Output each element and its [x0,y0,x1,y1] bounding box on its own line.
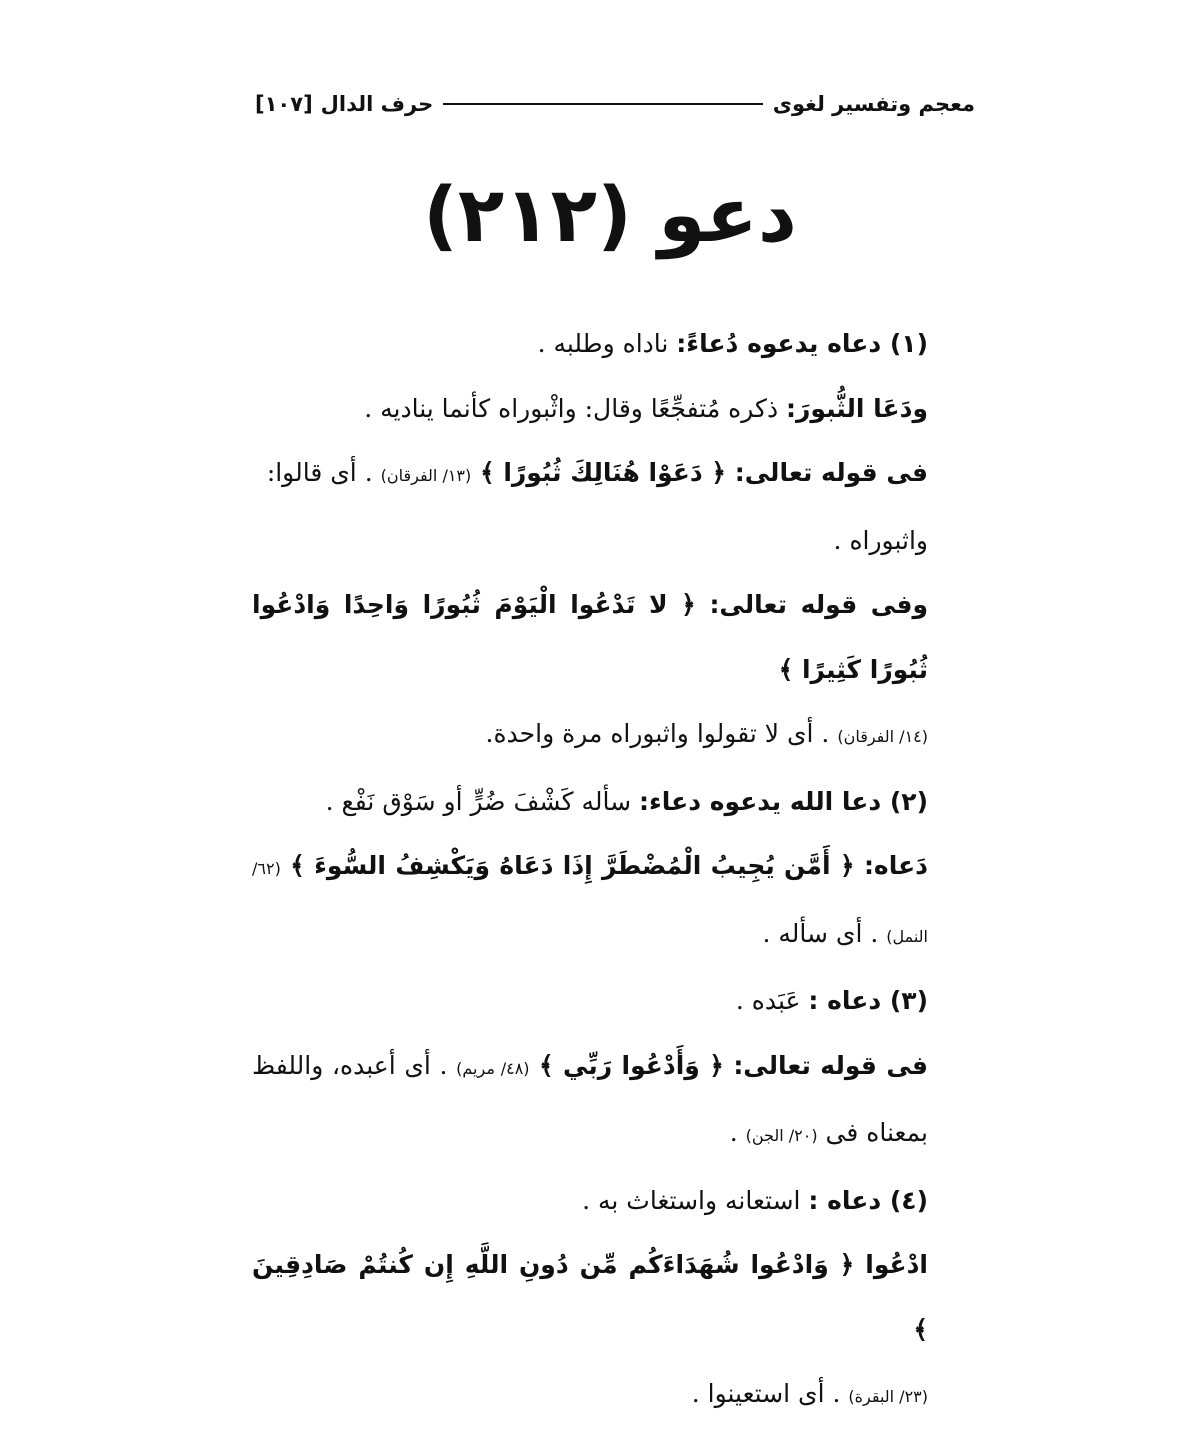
definition-3-text: عَبَده . [735,986,809,1015]
quran-verse: ﴿ لا تَدْعُوا الْيَوْمَ ثُبُورًا وَاحِدًا وَادْعُوا ثُبُورًا كَثِيرًا ﴾ [252,590,928,684]
quote-maryam-48 [252,1034,928,1169]
quran-verse: ﴿ أَمَّن يُجِيبُ الْمُضْطَرَّ إِذَا دَعَاهُ وَيَكْشِفُ السُّوءَ ﴾ [280,851,864,880]
quote-furqan-14 [252,573,928,770]
verse-reference: (١٤/ الفرقان) [837,727,928,746]
quote-maryam-48-text: . أى أعبده، واللفظ بمعناه فى [252,1050,928,1147]
definition-1b [252,377,928,442]
quote-naml-62-head: دَعاه: [863,851,928,880]
page-number: [١٠٧] [255,92,313,116]
verse-reference: (١٣/ الفرقان) [380,466,472,485]
definition-3 [252,969,928,1034]
quote-furqan-13-text: . أى قالوا: واثبوراه . [266,458,928,555]
definition-2-head: (٢) دعا الله يدعوه دعاء: [639,786,928,816]
quote-maryam-48-head: فى قوله تعالى: [733,1050,928,1080]
quote-furqan-13 [252,441,928,573]
definition-3-head: (٣) دعاه : [808,986,928,1015]
definition-4 [252,1169,928,1234]
quote-furqan-14-text: . أى لا تقولوا واثبوراه مرة واحدة. [485,719,838,748]
definition-4-text: استعانه واستغاث به . [582,1185,809,1215]
definition-1-text: ناداه وطلبه . [537,329,677,358]
verse-reference-2: (٢٠/ الجن) [745,1126,818,1145]
book-title: معجم وتفسير لغوى [772,92,975,116]
section-name: حرف الدال [320,92,434,116]
definition-1b-text: ذكره مُتفجِّعًا وقال: واثْبوراه كأنما يناديه . [364,393,787,423]
entry-title: دعو (٢١٢) [423,170,797,259]
quote-baqara-23 [252,1233,928,1430]
definition-1b-head: ودَعَا الثُّبورَ: [786,393,928,423]
quran-verse: ﴿ وَأَدْعُوا رَبِّي ﴾ [529,1050,734,1080]
quote-naml-62 [252,834,928,969]
header-section-group [255,92,433,116]
page-header [255,86,975,122]
definition-1-head: (١) دعاه يدعوه دُعاءً: [676,329,928,358]
quote-baqara-23-text: . أى استعينوا . [691,1379,849,1408]
definition-4-head: (٤) دعاه : [808,1185,928,1215]
quran-verse: ﴿ وَادْعُوا شُهَدَاءَكُم مِّن دُونِ اللَّهِ إِن كُنتُمْ صَادِقِينَ ﴾ [252,1250,928,1344]
definition-2 [252,770,928,835]
definition-1 [252,312,928,377]
definition-2-text: سأله كَشْفَ ضُرٍّ أو سَوْق نَفْع . [325,786,640,816]
entry-content [252,312,928,1430]
quote-furqan-14-head: وفى قوله تعالى: [709,590,929,619]
quote-naml-62-text: . أى سأله . [762,918,887,948]
header-rule [443,103,762,105]
quote-baqara-23-head: ادْعُوا [865,1250,928,1279]
verse-reference: (٢٣/ البقرة) [848,1387,928,1406]
quote-maryam-48-end: . [729,1118,746,1147]
quote-furqan-13-head: فى قوله تعالى: [734,458,928,487]
verse-reference: (٤٨/ مريم) [456,1058,530,1078]
verse-reference: (٦٢/ النمل) [252,859,928,946]
quran-verse: ﴿ دَعَوْا هُنَالِكَ ثُبُورًا ﴾ [471,458,735,487]
